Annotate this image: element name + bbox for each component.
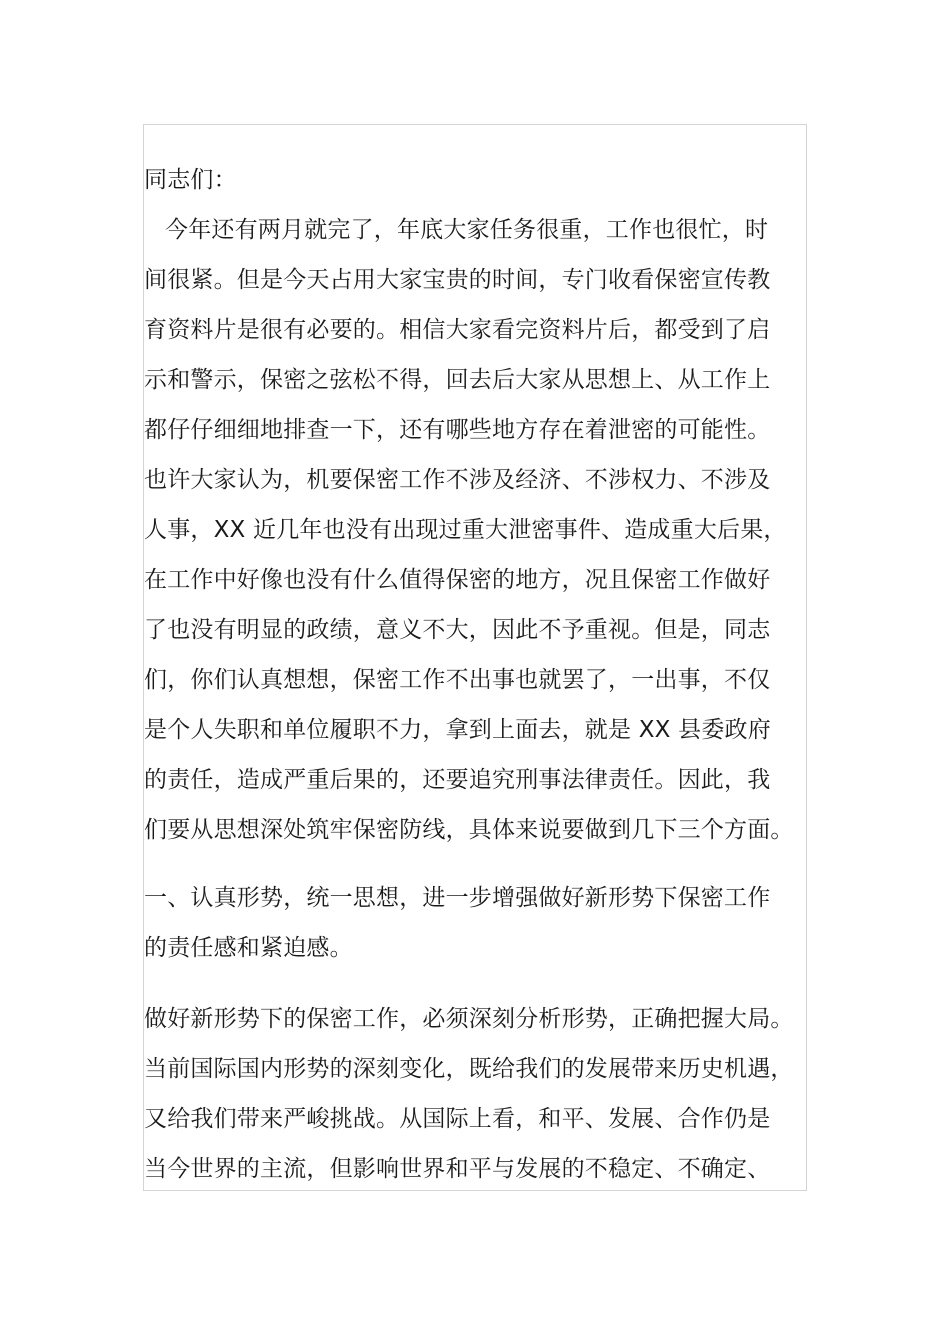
paragraph-2-line-1: 做好新形势下的保密工作，必须深刻分析形势，正确把握大局。 — [144, 1006, 794, 1032]
page-frame — [143, 124, 807, 1191]
paragraph-1-line-9: 了也没有明显的政绩，意义不大，因此不予重视。但是，同志 — [144, 617, 771, 643]
paragraph-2-line-4: 当今世界的主流，但影响世界和平与发展的不稳定、不确定、 — [144, 1156, 771, 1182]
paragraph-1-line-3: 育资料片是很有必要的。相信大家看完资料片后，都受到了启 — [144, 317, 771, 343]
paragraph-1-line-1: 今年还有两月就完了，年底大家任务很重，工作也很忙，时 — [165, 217, 769, 243]
salutation: 同志们： — [144, 167, 237, 193]
paragraph-1-line-2: 间很紧。但是今天占用大家宝贵的时间，专门收看保密宣传教 — [144, 267, 771, 293]
paragraph-1-line-7: 人事，XX 近几年也没有出现过重大泄密事件、造成重大后果， — [144, 517, 787, 543]
paragraph-1-line-12: 的责任，造成严重后果的，还要追究刑事法律责任。因此，我 — [144, 767, 771, 793]
heading-1-line-2: 的责任感和紧迫感。 — [144, 935, 353, 961]
paragraph-1-line-4: 示和警示，保密之弦松不得，回去后大家从思想上、从工作上 — [144, 367, 771, 393]
paragraph-2-line-3: 又给我们带来严峻挑战。从国际上看，和平、发展、合作仍是 — [144, 1106, 771, 1132]
paragraph-1-line-8: 在工作中好像也没有什么值得保密的地方，况且保密工作做好 — [144, 567, 771, 593]
paragraph-1-line-13: 们要从思想深处筑牢保密防线，具体来说要做到几下三个方面。 — [144, 817, 794, 843]
paragraph-1-line-10: 们，你们认真想想，保密工作不出事也就罢了，一出事，不仅 — [144, 667, 771, 693]
paragraph-1-line-11: 是个人失职和单位履职不力，拿到上面去，就是 XX 县委政府 — [144, 717, 771, 743]
paragraph-1-line-5: 都仔仔细细地排查一下，还有哪些地方存在着泄密的可能性。 — [144, 417, 771, 443]
heading-1-line-1: 一、认真形势，统一思想，进一步增强做好新形势下保密工作 — [144, 885, 771, 911]
paragraph-2-line-2: 当前国际国内形势的深刻变化，既给我们的发展带来历史机遇， — [144, 1056, 794, 1082]
paragraph-1-line-6: 也许大家认为，机要保密工作不涉及经济、不涉权力、不涉及 — [144, 467, 771, 493]
